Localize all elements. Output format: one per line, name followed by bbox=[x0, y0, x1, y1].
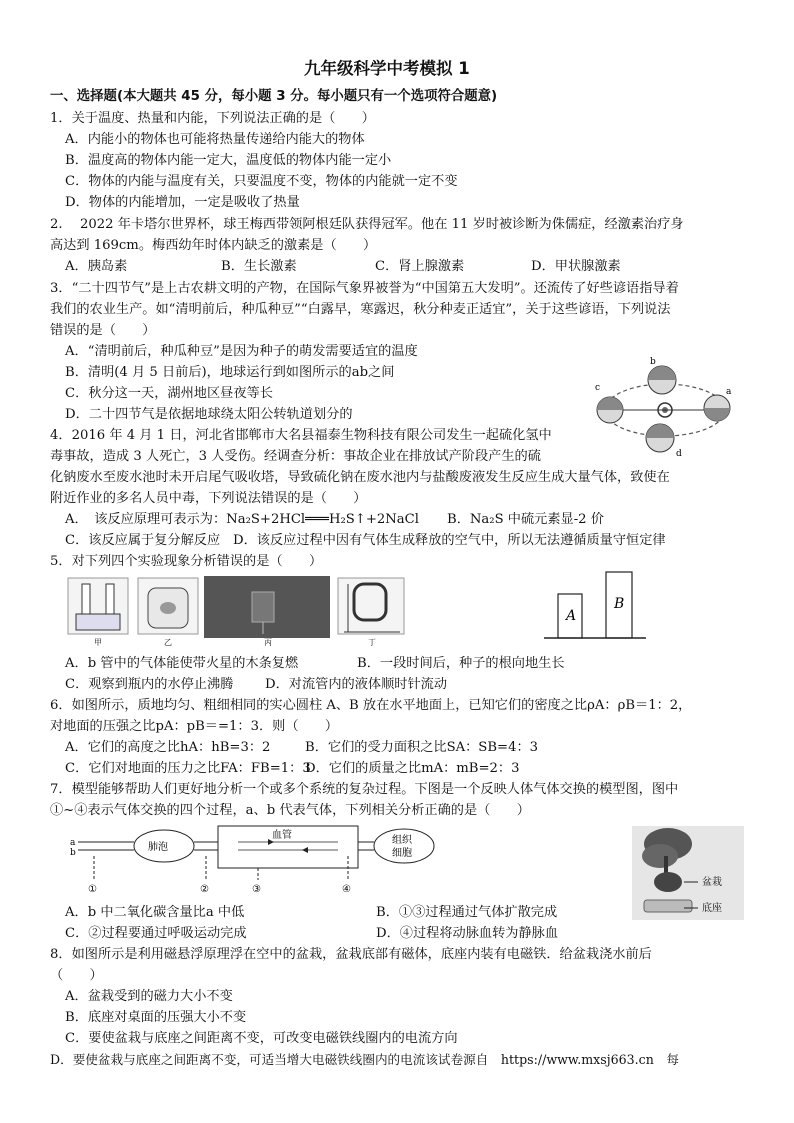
q3-line1: 3．“二十四节气”是上古农耕文明的产物，在国际气象界被誉为“中国第五大发明”。还流传了好些谚语指导着 bbox=[50, 281, 679, 296]
q3-option-b: B．清明(4 月 5 日前后)，地球运行到如图所示的ab之间 bbox=[65, 365, 395, 380]
q1-option-b: B．温度高的物体内能一定大，温度低的物体内能一定小 bbox=[65, 153, 392, 168]
diagram-step-4: ④ bbox=[342, 884, 351, 894]
q6-line1: 6．如图所示，质地均匀、粗细相同的实心圆柱 A、B 放在水平地面上，已知它们的密度之比ρA：ρB＝1：2， bbox=[50, 698, 692, 713]
q5-option-d: D．对流管内的液体顺时针流动 bbox=[265, 677, 448, 692]
q4-option-b: B．Na₂S 中硫元素显-2 价 bbox=[447, 512, 604, 527]
q5-experiment-figures bbox=[66, 574, 408, 649]
q3-option-c: C．秋分这一天，湖州地区昼夜等长 bbox=[65, 386, 273, 401]
q5-option-a: A．b 管中的气体能使带火星的木条复燃 bbox=[65, 656, 299, 671]
q8-line2: （ ） bbox=[50, 968, 103, 983]
q5-option-c: C．观察到瓶内的水停止沸腾 bbox=[65, 677, 234, 692]
gas-exchange-diagram bbox=[68, 822, 440, 894]
diagram-step-3: ③ bbox=[252, 884, 261, 894]
q8-option-b: B．底座对桌面的压强大小不变 bbox=[65, 1010, 247, 1025]
cylinders-figure bbox=[540, 566, 650, 644]
q1-option-d: D．物体的内能增加，一定是吸收了热量 bbox=[65, 195, 300, 210]
orbit-label-d: d bbox=[676, 449, 682, 459]
q1-option-c: C．物体的内能与温度有关，只要温度不变，物体的内能就一定不变 bbox=[65, 174, 458, 189]
q3-line3: 错误的是（ ） bbox=[50, 323, 156, 338]
q8-line1: 8．如图所示是利用磁悬浮原理浮在空中的盆栽，盆栽底部有磁体，底座内装有电磁铁．给盆栽浇水前后 bbox=[50, 947, 652, 962]
q3-line2: 我们的农业生产。如“清明前后，种瓜种豆”“白露早，寒露迟，秋分种麦正适宜”，关于这些谚语，下列说法 bbox=[50, 302, 671, 317]
diagram-step-1: ① bbox=[88, 884, 97, 894]
q7-option-d: D．④过程将动脉血转为静脉血 bbox=[376, 926, 559, 941]
earth-orbit-figure bbox=[590, 352, 740, 462]
q5-caption-bing: 丙 bbox=[264, 638, 272, 647]
q7-line1: 7．模型能够帮助人们更好地分析一个或多个系统的复杂过程。下图是一个反映人体气体交换的模型图，图中 bbox=[50, 782, 679, 797]
cylinder-label-b: B bbox=[614, 596, 625, 612]
q4-option-a: A． 该反应原理可表示为：Na₂S+2HCl═══H₂S↑+2NaCl bbox=[65, 512, 419, 527]
orbit-label-a: a bbox=[726, 387, 732, 397]
q8-option-a: A．盆栽受到的磁力大小不变 bbox=[65, 989, 233, 1004]
diagram-label-vessel: 血管 bbox=[272, 830, 292, 841]
q2-line1: 2. 2022 年卡塔尔世界杯，球王梅西带领阿根廷队获得冠军。他在 11 岁时被诊断为侏儒症，经激素治疗身 bbox=[50, 217, 684, 232]
q3-option-a: A．“清明前后，种瓜种豆”是因为种子的萌发需要适宜的温度 bbox=[65, 344, 418, 359]
q2-option-a: A．胰岛素 bbox=[65, 259, 128, 274]
q7-option-a: A．b 中二氧化碳含量比a 中低 bbox=[65, 905, 245, 920]
q3-option-d: D．二十四节气是依据地球绕太阳公转轨道划分的 bbox=[65, 407, 353, 422]
diagram-step-2: ② bbox=[200, 884, 209, 894]
diagram-label-alveoli: 肺泡 bbox=[148, 842, 168, 853]
q4-line1: 4．2016 年 4 月 1 日，河北省邯郸市大名县福泰生物科技有限公司发生一起硫化氢中 bbox=[50, 428, 552, 443]
q6-line2: 对地面的压强之比pA：pB＝=1：3．则（ ） bbox=[50, 719, 339, 734]
q2-option-d: D．甲状腺激素 bbox=[531, 259, 621, 274]
levitating-bonsai-photo bbox=[632, 826, 744, 920]
exam-title: 九年级科学中考模拟 1 bbox=[304, 59, 470, 78]
section-heading: 一、选择题(本大题共 45 分，每小题 3 分。每小题只有一个选项符合题意) bbox=[50, 89, 498, 104]
cylinder-label-a: A bbox=[566, 608, 577, 624]
q5-stem: 5．对下列四个实验现象分析错误的是（ ） bbox=[50, 554, 323, 569]
q5-caption-ding: 丁 bbox=[368, 638, 376, 647]
q4-option-d: D．该反应过程中因有气体生成释放的空气中，所以无法遵循质量守恒定律 bbox=[233, 533, 666, 548]
q7-line2: ①~④表示气体交换的四个过程，a、b 代表气体，下列相关分析正确的是（ ） bbox=[50, 803, 530, 818]
q7-option-b: B．①③过程通过气体扩散完成 bbox=[376, 905, 558, 920]
q4-line3: 化钠废水至废水池时未开启尾气吸收塔，导致硫化钠在废水池内与盐酸废液发生反应生成大量气体，致使在 bbox=[50, 470, 670, 485]
diagram-label-b: b bbox=[70, 848, 76, 858]
q5-caption-yi: 乙 bbox=[164, 638, 172, 647]
q6-option-d: D．它们的质量之比mA：mB=2：3 bbox=[305, 761, 520, 776]
q2-option-c: C．肾上腺激素 bbox=[375, 259, 465, 274]
diagram-label-a: a bbox=[70, 838, 76, 848]
photo-label-base: 底座 bbox=[702, 903, 722, 914]
diagram-label-tissue: 组织 bbox=[392, 835, 412, 846]
q8-option-d: D．要使盆栽与底座之间距离不变，可适当增大电磁铁线圈内的电流该试卷源自 https://www.mxsj663.cn 每 bbox=[50, 1052, 680, 1067]
q1-stem: 1．关于温度、热量和内能，下列说法正确的是（ ） bbox=[50, 111, 375, 126]
q8-option-c: C．要使盆栽与底座之间距离不变，可改变电磁铁线圈内的电流方向 bbox=[65, 1031, 458, 1046]
q7-option-c: C．②过程要通过呼吸运动完成 bbox=[65, 926, 247, 941]
q4-line2: 毒事故，造成 3 人死亡，3 人受伤。经调查分析：事故企业在排放试产阶段产生的硫 bbox=[50, 449, 541, 464]
q6-option-a: A．它们的高度之比hA：hB=3：2 bbox=[65, 740, 271, 755]
diagram-label-cell: 细胞 bbox=[392, 848, 412, 859]
photo-label-pot: 盆栽 bbox=[702, 877, 722, 888]
q2-option-b: B．生长激素 bbox=[221, 259, 297, 274]
q5-caption-jia: 甲 bbox=[94, 638, 102, 647]
orbit-label-c: c bbox=[595, 383, 601, 393]
q2-line2: 高达到 169cm。梅西幼年时体内缺乏的激素是（ ） bbox=[50, 238, 377, 253]
q4-option-c: C．该反应属于复分解反应 bbox=[65, 533, 221, 548]
orbit-label-b: b bbox=[650, 357, 656, 367]
q1-option-a: A．内能小的物体也可能将热量传递给内能大的物体 bbox=[65, 132, 365, 147]
q6-option-b: B．它们的受力面积之比SA：SB=4：3 bbox=[305, 740, 539, 755]
q4-line4: 附近作业的多名人员中毒，下列说法错误的是（ ） bbox=[50, 491, 367, 506]
q5-option-b: B．一段时间后，种子的根向地生长 bbox=[357, 656, 565, 671]
q6-option-c: C．它们对地面的压力之比FA：FB=1：3 bbox=[65, 761, 311, 776]
